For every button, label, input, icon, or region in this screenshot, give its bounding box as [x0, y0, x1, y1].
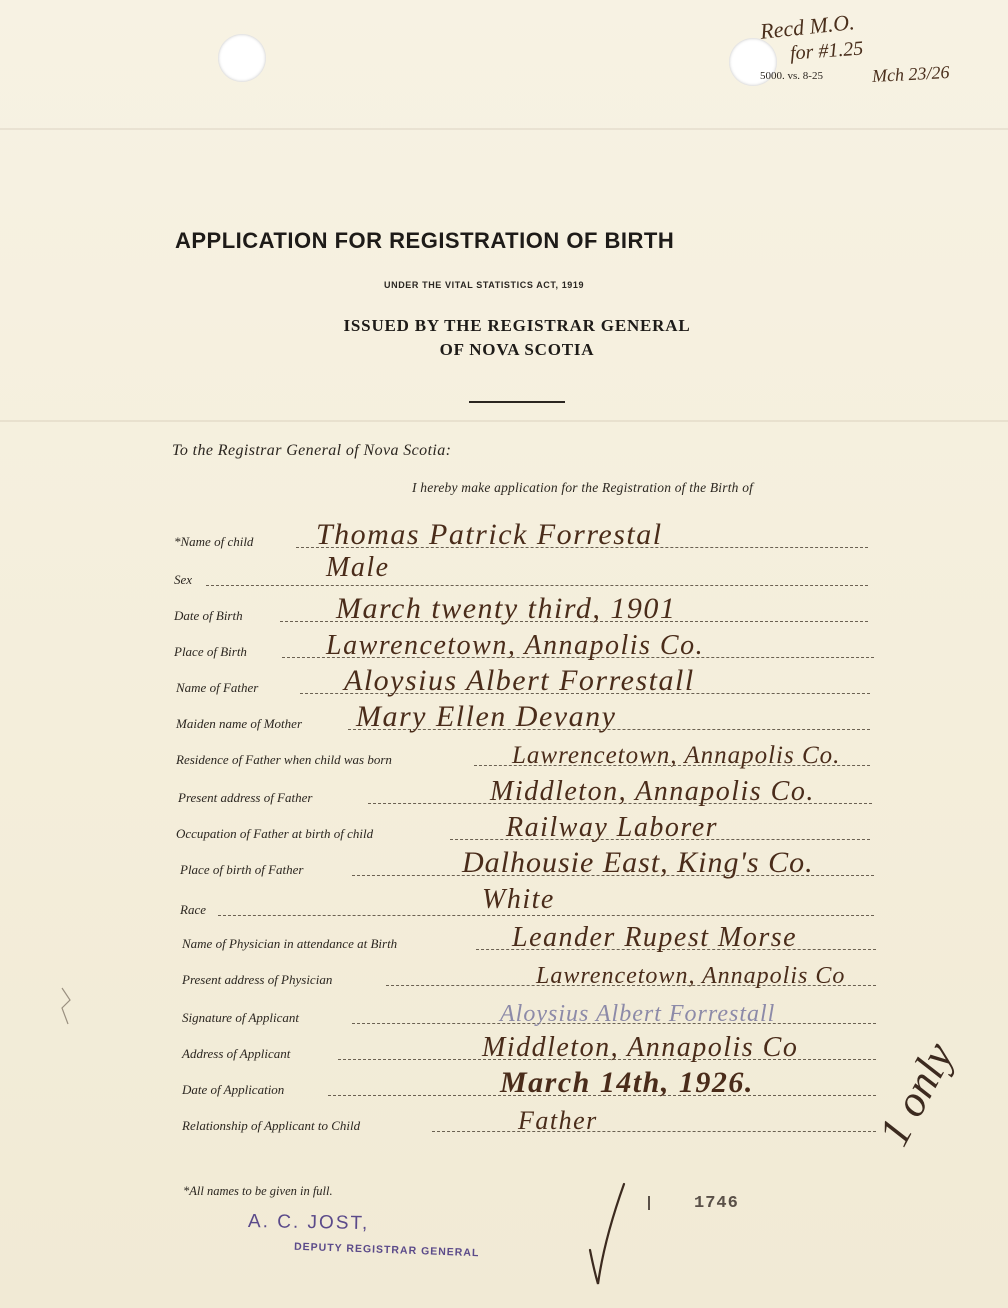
field-father-birthplace	[180, 846, 874, 880]
fold-line	[0, 128, 1008, 130]
field-value: Aloysius Albert Forrestall	[344, 664, 695, 697]
field-value: Lawrencetown, Annapolis Co.	[512, 742, 841, 769]
footnote: *All names to be given in full.	[183, 1184, 333, 1198]
salutation: To the Registrar General of Nova Scotia:	[172, 442, 452, 459]
field-label: Relationship of Applicant to Child	[182, 1118, 361, 1133]
field-label: Name of Physician in attendance at Birth	[182, 936, 398, 951]
field-label: Place of Birth	[174, 644, 247, 659]
field-applicant-signature	[182, 1001, 876, 1028]
field-race	[180, 884, 874, 920]
field-value: Railway Laborer	[506, 812, 719, 843]
field-label: *Name of child	[174, 534, 254, 549]
margin-squiggle-icon	[56, 984, 76, 1028]
field-label: Date of Birth	[174, 608, 243, 623]
field-value: Lawrencetown, Annapolis Co	[536, 963, 846, 989]
received-note: Recd M.O.	[758, 9, 856, 44]
field-mother-maiden-name	[176, 700, 870, 734]
field-label: Signature of Applicant	[182, 1010, 299, 1025]
field-applicant-address	[182, 1032, 876, 1064]
field-label: Present address of Father	[178, 790, 313, 805]
field-value: Lawrencetown, Annapolis Co.	[326, 630, 705, 661]
field-label: Present address of Physician	[182, 972, 333, 987]
header-rule	[469, 401, 565, 403]
field-label: Address of Applicant	[182, 1046, 291, 1061]
registrar-stamp-title: DEPUTY REGISTRAR GENERAL	[293, 1240, 480, 1260]
check-mark-icon	[586, 1180, 630, 1290]
field-label: Occupation of Father at birth of child	[176, 826, 374, 841]
field-label: Place of birth of Father	[180, 862, 304, 877]
field-value: Thomas Patrick Forrestal	[316, 518, 663, 551]
serial-tick	[648, 1196, 650, 1210]
field-label: Date of Application	[182, 1082, 285, 1097]
field-value: White	[482, 884, 555, 915]
act-subtitle: UNDER THE VITAL STATISTICS ACT, 1919	[384, 280, 585, 290]
field-label: Maiden name of Mother	[176, 716, 303, 731]
issuer-line-2: OF NOVA SCOTIA	[439, 340, 595, 359]
received-date-note: Mch 23/26	[871, 61, 950, 87]
field-value: Father	[518, 1106, 598, 1135]
field-place-of-birth	[174, 630, 874, 662]
field-value: Leander Rupest Morse	[512, 922, 798, 953]
field-label: Sex	[174, 572, 193, 587]
field-name-of-child	[174, 518, 868, 552]
field-value: March 14th, 1926.	[500, 1066, 754, 1099]
issuer-line-1: ISSUED BY THE REGISTRAR GENERAL	[343, 316, 691, 335]
field-name-of-father	[176, 664, 870, 698]
field-dotted-line	[206, 585, 868, 586]
field-father-present-address	[178, 776, 872, 808]
form-code: 5000. vs. 8-25	[760, 70, 823, 82]
field-label: Name of Father	[176, 680, 259, 695]
intro-text: I hereby make application for the Registration of the Birth of	[412, 480, 754, 495]
field-value: Mary Ellen Devany	[356, 700, 617, 733]
fold-line	[0, 420, 1008, 422]
registrar-stamp-name: A. C. JOST,	[247, 1210, 370, 1235]
fee-note: for #1.25	[789, 37, 864, 65]
field-value: Dalhousie East, King's Co.	[462, 846, 814, 879]
field-value: Middleton, Annapolis Co	[482, 1032, 799, 1063]
field-father-occupation	[176, 812, 870, 844]
field-physician-address	[182, 963, 876, 990]
field-label: Residence of Father when child was born	[176, 752, 392, 767]
field-sex	[174, 552, 868, 590]
field-relationship	[182, 1106, 876, 1136]
field-value: Male	[326, 552, 390, 583]
field-date-of-birth	[174, 592, 868, 626]
applicant-signature: Aloysius Albert Forrestall	[500, 1001, 776, 1027]
field-dotted-line	[432, 1131, 876, 1132]
field-value: Middleton, Annapolis Co.	[490, 776, 815, 807]
form-title: APPLICATION FOR REGISTRATION OF BIRTH	[175, 228, 675, 253]
field-father-residence-at-birth	[176, 742, 870, 770]
margin-note: 1 only	[868, 1034, 964, 1154]
field-application-date	[182, 1066, 876, 1100]
serial-number: 1746	[694, 1194, 739, 1213]
field-physician-name	[182, 922, 876, 954]
punch-hole-left	[218, 34, 266, 82]
field-value: March twenty third, 1901	[336, 592, 677, 625]
field-label: Race	[180, 902, 206, 917]
